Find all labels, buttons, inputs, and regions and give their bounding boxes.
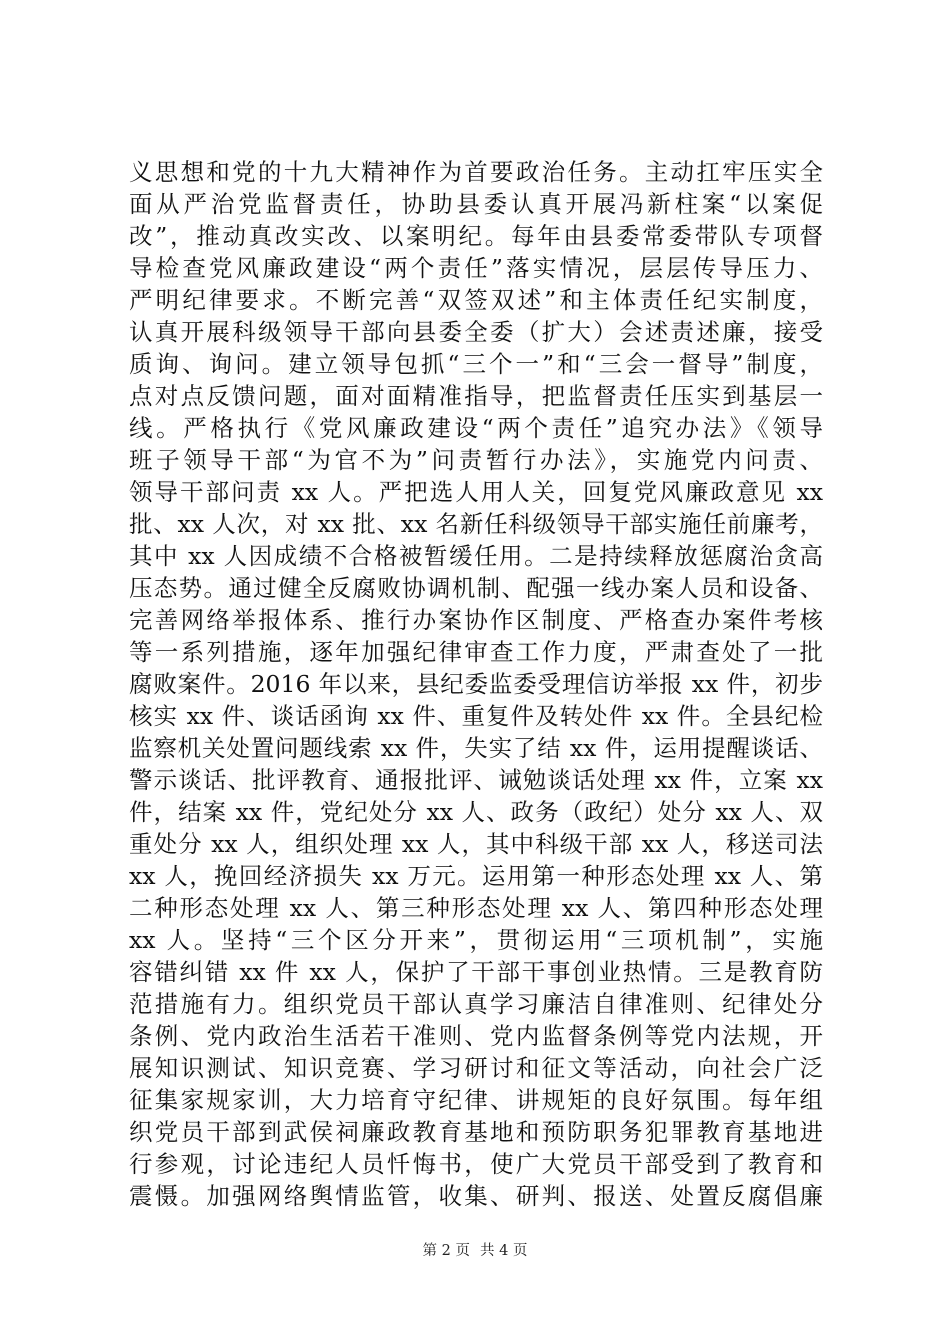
text-line: 改”，推动真改实改、以案明纪。每年由县委常委带队专项督	[129, 222, 823, 250]
text-line: 线。严格执行《党风廉政建设“两个责任”追究办法》《领导	[129, 414, 823, 442]
text-line: 等一系列措施，逐年加强纪律审查工作力度，严肃查处了一批	[129, 638, 823, 666]
text-line: 条例、党内政治生活若干准则、党内监督条例等党内法规，开	[129, 1022, 823, 1050]
page-number: 第 2 页	[422, 1243, 470, 1259]
text-line: xx 人，挽回经济损失 xx 万元。运用第一种形态处理 xx 人、第	[129, 862, 823, 890]
text-line: 压态势。通过健全反腐败协调机制、配强一线办案人员和设备、	[129, 574, 823, 602]
text-line: 核实 xx 件、谈话函询 xx 件、重复件及转处件 xx 件。全县纪检	[129, 702, 823, 730]
text-line: 导检查党风廉政建设“两个责任”落实情况，层层传导压力、	[129, 254, 823, 282]
text-line: 批、xx 人次，对 xx 批、xx 名新任科级领导干部实施任前廉考，	[129, 510, 823, 538]
page-total: 共 4 页	[480, 1243, 528, 1259]
text-line: 其中 xx 人因成绩不合格被暂缓任用。二是持续释放惩腐治贪高	[129, 542, 823, 570]
text-line: 行参观，讨论违纪人员忏悔书，使广大党员干部受到了教育和	[129, 1150, 823, 1178]
text-line: 面从严治党监督责任，协助县委认真开展冯新柱案“以案促	[129, 190, 823, 218]
body-text	[129, 156, 823, 1212]
text-line: 件，结案 xx 件，党纪处分 xx 人、政务（政纪）处分 xx 人、双	[129, 798, 823, 826]
text-line: 震慑。加强网络舆情监管，收集、研判、报送、处置反腐倡廉	[129, 1182, 823, 1210]
text-line: xx 人。坚持“三个区分开来”，贯彻运用“三项机制”，实施	[129, 926, 823, 954]
text-line: 监察机关处置问题线索 xx 件，失实了结 xx 件，运用提醒谈话、	[129, 734, 823, 762]
text-line: 领导干部问责 xx 人。严把选人用人关，回复党风廉政意见 xx	[129, 478, 823, 506]
text-line: 范措施有力。组织党员干部认真学习廉洁自律准则、纪律处分	[129, 990, 823, 1018]
page-footer	[0, 1241, 950, 1261]
text-line: 二种形态处理 xx 人、第三种形态处理 xx 人、第四种形态处理	[129, 894, 823, 922]
text-line: 班子领导干部“为官不为”问责暂行办法》，实施党内问责、	[129, 446, 823, 474]
text-line: 展知识测试、知识竞赛、学习研讨和征文等活动，向社会广泛	[129, 1054, 823, 1082]
text-line: 义思想和党的十九大精神作为首要政治任务。主动扛牢压实全	[129, 158, 823, 186]
text-line: 质询、询问。建立领导包抓“三个一”和“三会一督导”制度，	[129, 350, 823, 378]
text-line: 点对点反馈问题，面对面精准指导，把监督责任压实到基层一	[129, 382, 823, 410]
text-line: 重处分 xx 人，组织处理 xx 人，其中科级干部 xx 人，移送司法	[129, 830, 823, 858]
text-line: 严明纪律要求。不断完善“双签双述”和主体责任纪实制度，	[129, 286, 823, 314]
text-line: 容错纠错 xx 件 xx 人，保护了干部干事创业热情。三是教育防	[129, 958, 823, 986]
text-line: 征集家规家训，大力培育守纪律、讲规矩的良好氛围。每年组	[129, 1086, 823, 1114]
text-line: 完善网络举报体系、推行办案协作区制度、严格查办案件考核	[129, 606, 823, 634]
text-line: 腐败案件。2016 年以来，县纪委监委受理信访举报 xx 件，初步	[129, 670, 823, 698]
text-line: 认真开展科级领导干部向县委全委（扩大）会述责述廉，接受	[129, 318, 823, 346]
text-line: 织党员干部到武侯祠廉政教育基地和预防职务犯罪教育基地进	[129, 1118, 823, 1146]
text-line: 警示谈话、批评教育、通报批评、诫勉谈话处理 xx 件，立案 xx	[129, 766, 823, 794]
